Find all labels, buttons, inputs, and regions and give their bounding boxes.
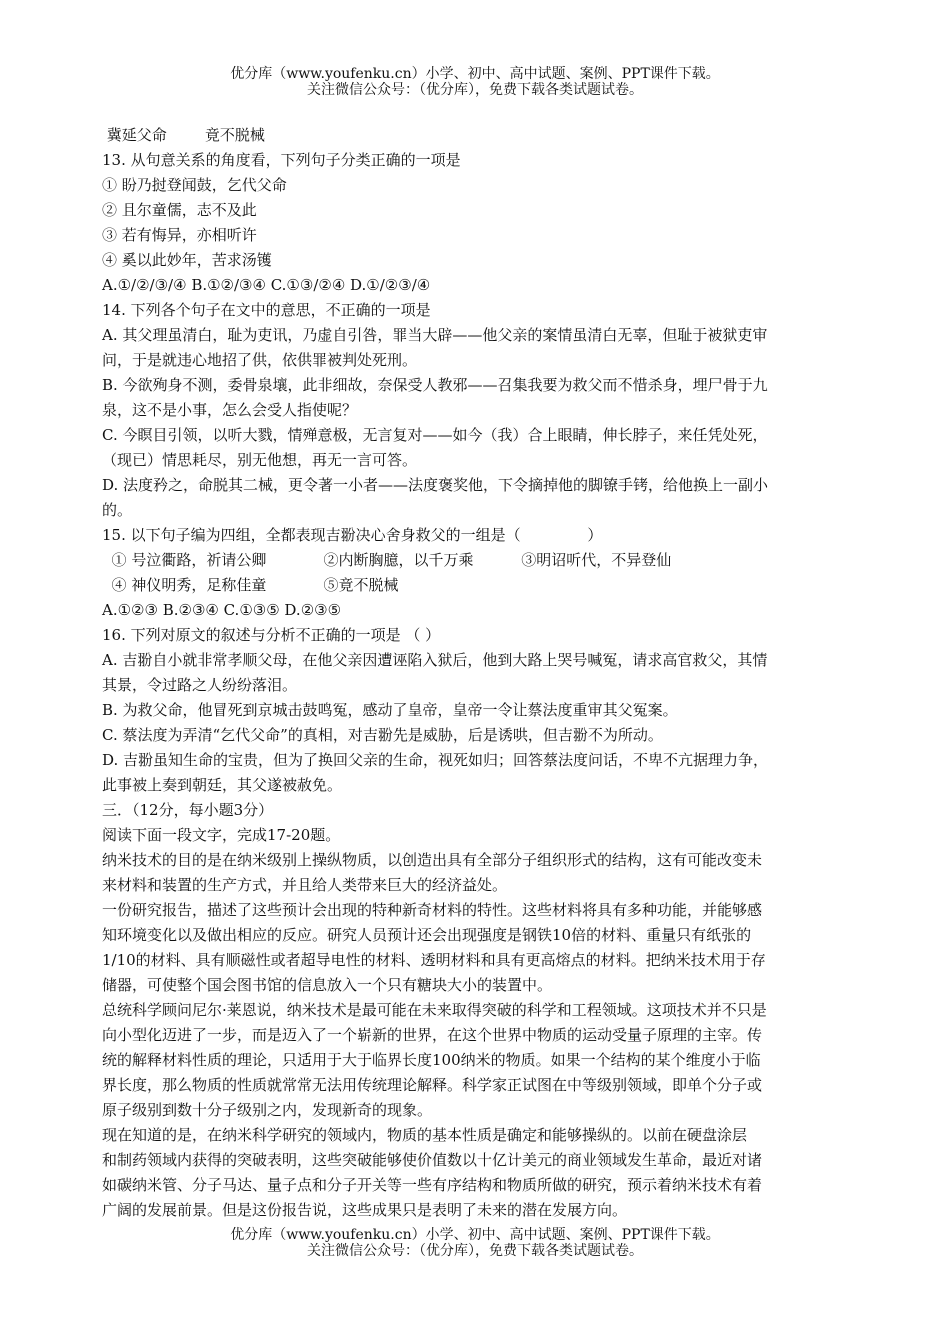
- passage-line: 1/10的材料、具有顺磁性或者超导电性的材料、透明材料和具有更高熔点的材料。把纳米技术用于存: [102, 951, 766, 969]
- page-header: [0, 66, 950, 98]
- passage-line: 如碳纳米管、分子马达、量子点和分子开关等一些有序结构和物质所做的研究，预示着纳米技术有着: [102, 1176, 763, 1194]
- text-line: C. 今瞑目引领，以听大戮，情殚意极，无言复对——如今（我）合上眼睛，伸长脖子，来任凭处死，: [102, 426, 768, 444]
- passage-line: 知环境变化以及做出相应的反应。研究人员预计还会出现强度是钢铁10倍的材料、重量只有纸张的: [102, 926, 752, 944]
- text-line: C. 蔡法度为弄清“乞代父命”的真相，对吉翂先是威胁，后是诱哄，但吉翂不为所动。: [102, 726, 663, 744]
- question-14-stem: 14. 下列各个句子在文中的意思，不正确的一项是: [102, 301, 431, 319]
- passage-line: 原子级别到数十分子级别之内，发现新奇的现象。: [102, 1101, 433, 1119]
- text-line: B. 今欲殉身不测，委骨泉壤，此非细故，奈保受人教邪——召集我要为救父而不惜杀身，埋尸骨于九: [102, 376, 768, 394]
- header-line-1: 优分库（www.youfenku.cn）小学、初中、高中试题、案例、PPT课件下载。: [230, 66, 720, 82]
- text-line: 其景，令过路之人纷纷落泪。: [102, 676, 298, 694]
- passage-line: 储器，可使整个国会图书馆的信息放入一个只有糖块大小的装置中。: [102, 976, 553, 994]
- text-line: D. 吉翂虽知生命的宝贵，但为了换回父亲的生命，视死如归；回答蔡法度问话，不卑不亢据理力争，: [102, 751, 769, 769]
- text-line: 的。: [102, 501, 133, 519]
- passage-line: 广阔的发展前景。但是这份报告说，这些成果只是表明了未来的潜在发展方向。: [102, 1201, 628, 1219]
- passage-line: 一份研究报告，描述了这些预计会出现的特种新奇材料的特性。这些材料将具有多种功能，并能够感: [102, 901, 763, 919]
- header-line-2: 关注微信公众号：（优分库），免费下载各类试题试卷。: [307, 82, 643, 98]
- footer-line-2: 关注微信公众号：（优分库），免费下载各类试题试卷。: [307, 1243, 643, 1259]
- text-line: ④ 神仪明秀，足称佳童 ⑤竟不脱械: [102, 576, 399, 594]
- page-footer: [0, 1227, 950, 1259]
- section-heading: 三．（12分，每小题3分）: [102, 801, 274, 819]
- instruction-line: 阅读下面一段文字，完成17-20题。: [102, 826, 341, 844]
- passage-line: 来材料和装置的生产方式，并且给人类带来巨大的经济益处。: [102, 876, 508, 894]
- text-line: B. 为救父命，他冒死到京城击鼓鸣冤，感动了皇帝，皇帝一令让蔡法度重审其父冤案。: [102, 701, 678, 719]
- passage-line: 总统科学顾问尼尔·莱恩说，纳米技术是最可能在未来取得突破的科学和工程领域。这项技术并不只是: [102, 1001, 767, 1019]
- question-16-stem: 16. 下列对原文的叙述与分析不正确的一项是 （ ）: [102, 626, 441, 644]
- passage-line: 纳米技术的目的是在纳米级别上操纵物质，以创造出具有全部分子组织形式的结构，这有可能改变未: [102, 851, 763, 869]
- footer-line-1: 优分库（www.youfenku.cn）小学、初中、高中试题、案例、PPT课件下载。: [230, 1227, 720, 1243]
- question-15-stem: 15. 以下句子编为四组，全都表现吉翂决心舍身救父的一组是（ ）: [102, 526, 603, 544]
- text-line: （现已）情思耗尽，别无他想，再无一言可答。: [102, 451, 418, 469]
- text-line: 此事被上奏到朝廷，其父遂被赦免。: [102, 776, 343, 794]
- text-line: 泉，这不是小事，怎么会受人指使呢？: [102, 401, 358, 419]
- document-body: [102, 123, 852, 1223]
- question-13-stem: 13. 从句意关系的角度看，下列句子分类正确的一项是: [102, 151, 461, 169]
- text-line: 冀延父命 竟不脱械: [102, 126, 265, 144]
- text-line: D. 法度矜之，命脱其二械，更令著一小者——法度褒奖他，下令摘掉他的脚镣手铐，给他换上一副小: [102, 476, 769, 494]
- passage-line: 统的解释材料性质的理论，只适用于大于临界长度100纳米的物质。如果一个结构的某个维度小于临: [102, 1051, 761, 1069]
- answer-options: A.①②③ B.②③④ C.①③⑤ D.②③⑤: [102, 601, 342, 619]
- text-line: 问，于是就违心地招了供，依供罪被判处死刑。: [102, 351, 418, 369]
- text-line: ④ 奚以此妙年，苦求汤镬: [102, 251, 272, 269]
- passage-line: 界长度，那么物质的性质就常常无法用传统理论解释。科学家正试图在中等级别领域，即单个分子或: [102, 1076, 763, 1094]
- answer-options: A.①/②/③/④ B.①②/③④ C.①③/②④ D.①/②③/④: [102, 276, 431, 294]
- passage-line: 向小型化迈进了一步，而是迈入了一个崭新的世界，在这个世界中物质的运动受量子原理的主宰。传: [102, 1026, 763, 1044]
- text-line: ③ 若有悔异，亦相听许: [102, 226, 257, 244]
- text-line: ② 且尔童儒，志不及此: [102, 201, 257, 219]
- text-line: ① 盼乃挝登闻鼓，乞代父命: [102, 176, 287, 194]
- text-line: A. 其父理虽清白，耻为吏讯，乃虚自引咎，罪当大辟——他父亲的案情虽清白无辜，但耻于被狱吏审: [102, 326, 768, 344]
- passage-line: 现在知道的是，在纳米科学研究的领域内，物质的基本性质是确定和能够操纵的。以前在硬盘涂层: [102, 1126, 748, 1144]
- text-line: A. 吉翂自小就非常孝顺父母，在他父亲因遭诬陷入狱后，他到大路上哭号喊冤，请求高官救父，其情: [102, 651, 768, 669]
- text-line: ① 号泣衢路，祈请公卿 ②内断胸臆，以千万乘 ③明诏听代，不异登仙: [102, 551, 672, 569]
- passage-line: 和制药领域内获得的突破表明，这些突破能够使价值数以十亿计美元的商业领域发生革命，最近对诸: [102, 1151, 763, 1169]
